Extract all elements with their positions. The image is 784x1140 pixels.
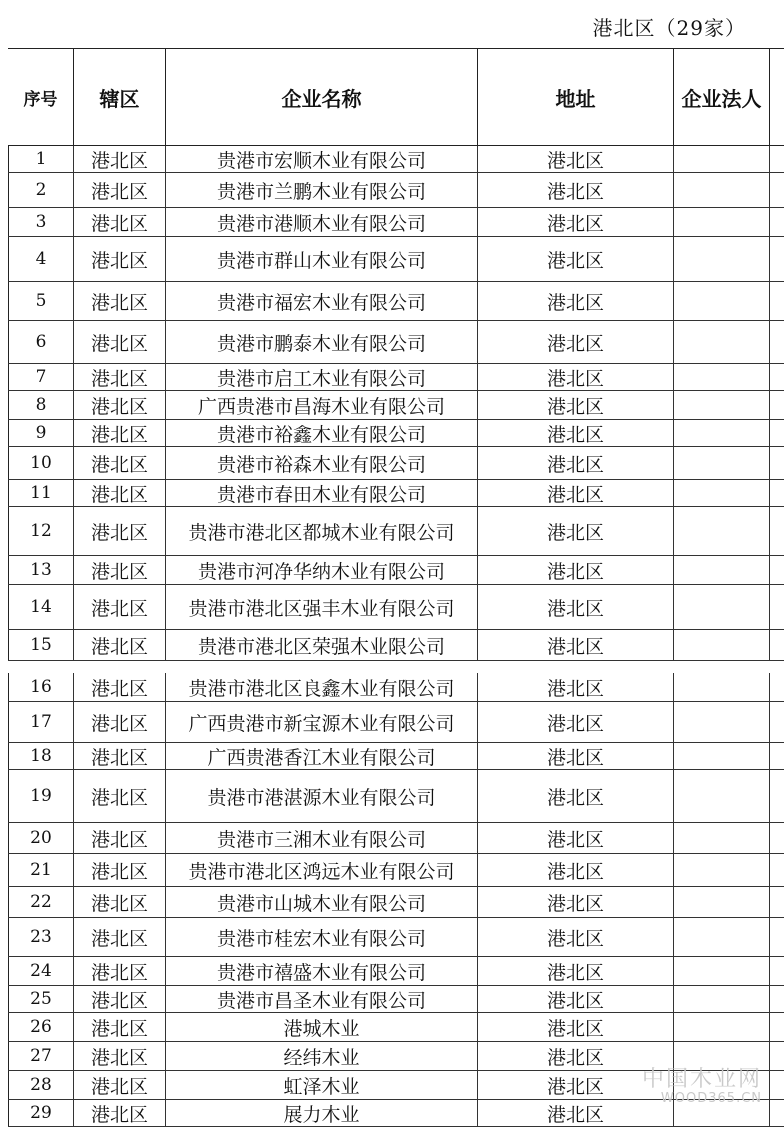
cell-district: 港北区 bbox=[74, 391, 166, 419]
table-row bbox=[8, 208, 784, 237]
cell-district: 港北区 bbox=[74, 237, 166, 281]
cell-serial-number: 26 bbox=[8, 1013, 74, 1041]
cell-district: 港北区 bbox=[74, 770, 166, 822]
cell-extra bbox=[770, 743, 784, 769]
cell-legal-rep bbox=[674, 173, 770, 207]
cell-serial-number: 1 bbox=[8, 146, 74, 172]
cell-extra bbox=[770, 1071, 784, 1099]
cell-extra bbox=[770, 420, 784, 446]
cell-address: 港北区 bbox=[478, 480, 674, 506]
cell-extra bbox=[770, 282, 784, 320]
cell-extra bbox=[770, 391, 784, 419]
cell-serial-number: 12 bbox=[8, 507, 74, 555]
table-row bbox=[8, 957, 784, 986]
cell-company-name: 贵港市福宏木业有限公司 bbox=[166, 282, 478, 320]
cell-company-name: 贵港市港北区鸿远木业有限公司 bbox=[166, 854, 478, 886]
cell-company-name: 经纬木业 bbox=[166, 1042, 478, 1070]
header-address: 地址 bbox=[478, 49, 674, 145]
table-row bbox=[8, 743, 784, 770]
cell-district: 港北区 bbox=[74, 957, 166, 985]
cell-legal-rep bbox=[674, 957, 770, 985]
cell-address: 港北区 bbox=[478, 420, 674, 446]
cell-extra bbox=[770, 146, 784, 172]
cell-extra bbox=[770, 364, 784, 390]
table-row bbox=[8, 282, 784, 321]
cell-company-name: 贵港市河净华纳木业有限公司 bbox=[166, 556, 478, 584]
cell-company-name: 贵港市桂宏木业有限公司 bbox=[166, 918, 478, 956]
cell-legal-rep bbox=[674, 854, 770, 886]
cell-company-name: 贵港市港北区都城木业有限公司 bbox=[166, 507, 478, 555]
cell-address: 港北区 bbox=[478, 630, 674, 660]
company-table bbox=[8, 48, 784, 1127]
cell-legal-rep bbox=[674, 447, 770, 479]
cell-serial-number: 6 bbox=[8, 321, 74, 363]
cell-extra bbox=[770, 447, 784, 479]
table-row bbox=[8, 986, 784, 1013]
cell-company-name: 贵港市港北区强丰木业有限公司 bbox=[166, 585, 478, 629]
cell-serial-number: 11 bbox=[8, 480, 74, 506]
cell-serial-number: 28 bbox=[8, 1071, 74, 1099]
header-company-name: 企业名称 bbox=[166, 49, 478, 145]
cell-district: 港北区 bbox=[74, 1013, 166, 1041]
cell-company-name: 贵港市昌圣木业有限公司 bbox=[166, 986, 478, 1012]
cell-extra bbox=[770, 854, 784, 886]
table-row bbox=[8, 918, 784, 957]
cell-serial-number: 29 bbox=[8, 1100, 74, 1126]
cell-legal-rep bbox=[674, 673, 770, 701]
cell-address: 港北区 bbox=[478, 1042, 674, 1070]
table-row bbox=[8, 823, 784, 854]
site-watermark bbox=[642, 1068, 762, 1106]
cell-district: 港北区 bbox=[74, 918, 166, 956]
cell-extra bbox=[770, 673, 784, 701]
cell-address: 港北区 bbox=[478, 1013, 674, 1041]
cell-extra bbox=[770, 585, 784, 629]
cell-serial-number: 17 bbox=[8, 702, 74, 742]
cell-address: 港北区 bbox=[478, 364, 674, 390]
table-row bbox=[8, 673, 784, 702]
cell-serial-number: 9 bbox=[8, 420, 74, 446]
table-row bbox=[8, 585, 784, 630]
cell-district: 港北区 bbox=[74, 854, 166, 886]
cell-legal-rep bbox=[674, 480, 770, 506]
table-row bbox=[8, 1013, 784, 1042]
cell-address: 港北区 bbox=[478, 957, 674, 985]
cell-company-name: 贵港市裕森木业有限公司 bbox=[166, 447, 478, 479]
cell-address: 港北区 bbox=[478, 282, 674, 320]
cell-district: 港北区 bbox=[74, 1071, 166, 1099]
cell-district: 港北区 bbox=[74, 630, 166, 660]
table-row bbox=[8, 391, 784, 420]
cell-company-name: 贵港市港湛源木业有限公司 bbox=[166, 770, 478, 822]
cell-extra bbox=[770, 823, 784, 853]
cell-company-name: 贵港市鹏泰木业有限公司 bbox=[166, 321, 478, 363]
cell-address: 港北区 bbox=[478, 823, 674, 853]
cell-company-name: 贵港市港顺木业有限公司 bbox=[166, 208, 478, 236]
cell-district: 港北区 bbox=[74, 556, 166, 584]
cell-company-name: 广西贵港市昌海木业有限公司 bbox=[166, 391, 478, 419]
cell-company-name: 贵港市港北区良鑫木业有限公司 bbox=[166, 673, 478, 701]
cell-address: 港北区 bbox=[478, 887, 674, 917]
cell-legal-rep bbox=[674, 986, 770, 1012]
table-row bbox=[8, 887, 784, 918]
header-extra-column bbox=[770, 49, 784, 145]
cell-address: 港北区 bbox=[478, 918, 674, 956]
cell-address: 港北区 bbox=[478, 556, 674, 584]
cell-serial-number: 16 bbox=[8, 673, 74, 701]
cell-serial-number: 27 bbox=[8, 1042, 74, 1070]
cell-company-name: 贵港市裕鑫木业有限公司 bbox=[166, 420, 478, 446]
cell-serial-number: 10 bbox=[8, 447, 74, 479]
table-row bbox=[8, 770, 784, 823]
cell-legal-rep bbox=[674, 237, 770, 281]
watermark-cn: 中国木业网 bbox=[641, 1066, 762, 1092]
cell-legal-rep bbox=[674, 146, 770, 172]
cell-legal-rep bbox=[674, 743, 770, 769]
cell-company-name: 广西贵港香江木业有限公司 bbox=[166, 743, 478, 769]
cell-legal-rep bbox=[674, 282, 770, 320]
cell-legal-rep bbox=[674, 208, 770, 236]
cell-company-name: 广西贵港市新宝源木业有限公司 bbox=[166, 702, 478, 742]
cell-company-name: 贵港市群山木业有限公司 bbox=[166, 237, 478, 281]
cell-extra bbox=[770, 986, 784, 1012]
cell-address: 港北区 bbox=[478, 173, 674, 207]
cell-district: 港北区 bbox=[74, 507, 166, 555]
cell-serial-number: 22 bbox=[8, 887, 74, 917]
cell-extra bbox=[770, 321, 784, 363]
table-row bbox=[8, 556, 784, 585]
cell-extra bbox=[770, 507, 784, 555]
cell-serial-number: 15 bbox=[8, 630, 74, 660]
cell-address: 港北区 bbox=[478, 702, 674, 742]
cell-serial-number: 18 bbox=[8, 743, 74, 769]
cell-legal-rep bbox=[674, 702, 770, 742]
table-row bbox=[8, 447, 784, 480]
table-caption: 港北区（29家） bbox=[592, 16, 746, 40]
cell-legal-rep bbox=[674, 507, 770, 555]
cell-company-name: 贵港市兰鹏木业有限公司 bbox=[166, 173, 478, 207]
cell-company-name: 贵港市春田木业有限公司 bbox=[166, 480, 478, 506]
cell-extra bbox=[770, 480, 784, 506]
cell-legal-rep bbox=[674, 1042, 770, 1070]
table-row bbox=[8, 321, 784, 364]
cell-company-name: 贵港市启工木业有限公司 bbox=[166, 364, 478, 390]
cell-legal-rep bbox=[674, 630, 770, 660]
cell-serial-number: 13 bbox=[8, 556, 74, 584]
cell-address: 港北区 bbox=[478, 1071, 674, 1099]
header-district: 辖区 bbox=[74, 49, 166, 145]
cell-legal-rep bbox=[674, 364, 770, 390]
table-row bbox=[8, 854, 784, 887]
cell-serial-number: 25 bbox=[8, 986, 74, 1012]
table-body bbox=[8, 146, 784, 1127]
table-row bbox=[8, 480, 784, 507]
cell-company-name: 展力木业 bbox=[166, 1100, 478, 1126]
cell-legal-rep bbox=[674, 585, 770, 629]
cell-legal-rep bbox=[674, 321, 770, 363]
cell-district: 港北区 bbox=[74, 420, 166, 446]
cell-address: 港北区 bbox=[478, 743, 674, 769]
cell-serial-number: 24 bbox=[8, 957, 74, 985]
table-row bbox=[8, 630, 784, 661]
cell-serial-number: 20 bbox=[8, 823, 74, 853]
cell-address: 港北区 bbox=[478, 770, 674, 822]
cell-district: 港北区 bbox=[74, 208, 166, 236]
cell-company-name: 贵港市山城木业有限公司 bbox=[166, 887, 478, 917]
cell-extra bbox=[770, 237, 784, 281]
cell-address: 港北区 bbox=[478, 208, 674, 236]
cell-district: 港北区 bbox=[74, 986, 166, 1012]
cell-extra bbox=[770, 208, 784, 236]
cell-district: 港北区 bbox=[74, 447, 166, 479]
table-row bbox=[8, 702, 784, 743]
cell-company-name: 贵港市宏顺木业有限公司 bbox=[166, 146, 478, 172]
cell-serial-number: 3 bbox=[8, 208, 74, 236]
cell-address: 港北区 bbox=[478, 321, 674, 363]
cell-serial-number: 4 bbox=[8, 237, 74, 281]
header-serial-number: 序号 bbox=[8, 49, 74, 145]
cell-district: 港北区 bbox=[74, 1100, 166, 1126]
cell-address: 港北区 bbox=[478, 585, 674, 629]
table-row bbox=[8, 173, 784, 208]
header-legal-rep: 企业法人 bbox=[674, 49, 770, 145]
cell-serial-number: 21 bbox=[8, 854, 74, 886]
cell-extra bbox=[770, 1100, 784, 1126]
cell-company-name: 贵港市禧盛木业有限公司 bbox=[166, 957, 478, 985]
cell-district: 港北区 bbox=[74, 743, 166, 769]
cell-legal-rep bbox=[674, 556, 770, 584]
cell-address: 港北区 bbox=[478, 1100, 674, 1126]
cell-legal-rep bbox=[674, 918, 770, 956]
cell-extra bbox=[770, 887, 784, 917]
cell-address: 港北区 bbox=[478, 673, 674, 701]
cell-district: 港北区 bbox=[74, 480, 166, 506]
cell-extra bbox=[770, 957, 784, 985]
watermark-en: WOOD365.CN bbox=[660, 1090, 762, 1106]
cell-address: 港北区 bbox=[478, 237, 674, 281]
table-row bbox=[8, 146, 784, 173]
cell-company-name: 贵港市三湘木业有限公司 bbox=[166, 823, 478, 853]
cell-address: 港北区 bbox=[478, 447, 674, 479]
page-break-gap bbox=[8, 661, 784, 673]
cell-legal-rep bbox=[674, 770, 770, 822]
table-row bbox=[8, 364, 784, 391]
cell-company-name: 虹泽木业 bbox=[166, 1071, 478, 1099]
cell-extra bbox=[770, 1042, 784, 1070]
cell-serial-number: 2 bbox=[8, 173, 74, 207]
cell-extra bbox=[770, 918, 784, 956]
cell-company-name: 贵港市港北区荣强木业限公司 bbox=[166, 630, 478, 660]
cell-district: 港北区 bbox=[74, 673, 166, 701]
table-row bbox=[8, 237, 784, 282]
cell-address: 港北区 bbox=[478, 146, 674, 172]
cell-district: 港北区 bbox=[74, 1042, 166, 1070]
cell-serial-number: 8 bbox=[8, 391, 74, 419]
cell-extra bbox=[770, 630, 784, 660]
cell-district: 港北区 bbox=[74, 887, 166, 917]
cell-serial-number: 23 bbox=[8, 918, 74, 956]
cell-address: 港北区 bbox=[478, 854, 674, 886]
cell-district: 港北区 bbox=[74, 146, 166, 172]
cell-serial-number: 14 bbox=[8, 585, 74, 629]
cell-district: 港北区 bbox=[74, 585, 166, 629]
cell-serial-number: 7 bbox=[8, 364, 74, 390]
cell-district: 港北区 bbox=[74, 823, 166, 853]
cell-district: 港北区 bbox=[74, 364, 166, 390]
cell-serial-number: 19 bbox=[8, 770, 74, 822]
cell-extra bbox=[770, 702, 784, 742]
cell-address: 港北区 bbox=[478, 986, 674, 1012]
cell-legal-rep bbox=[674, 420, 770, 446]
cell-legal-rep bbox=[674, 887, 770, 917]
cell-company-name: 港城木业 bbox=[166, 1013, 478, 1041]
cell-district: 港北区 bbox=[74, 702, 166, 742]
cell-extra bbox=[770, 770, 784, 822]
cell-district: 港北区 bbox=[74, 173, 166, 207]
cell-extra bbox=[770, 1013, 784, 1041]
cell-district: 港北区 bbox=[74, 321, 166, 363]
cell-legal-rep bbox=[674, 1013, 770, 1041]
table-header bbox=[8, 48, 784, 146]
table-row bbox=[8, 420, 784, 447]
cell-address: 港北区 bbox=[478, 507, 674, 555]
cell-district: 港北区 bbox=[74, 282, 166, 320]
cell-address: 港北区 bbox=[478, 391, 674, 419]
cell-extra bbox=[770, 173, 784, 207]
cell-serial-number: 5 bbox=[8, 282, 74, 320]
table-row bbox=[8, 507, 784, 556]
cell-legal-rep bbox=[674, 823, 770, 853]
cell-legal-rep bbox=[674, 391, 770, 419]
cell-extra bbox=[770, 556, 784, 584]
